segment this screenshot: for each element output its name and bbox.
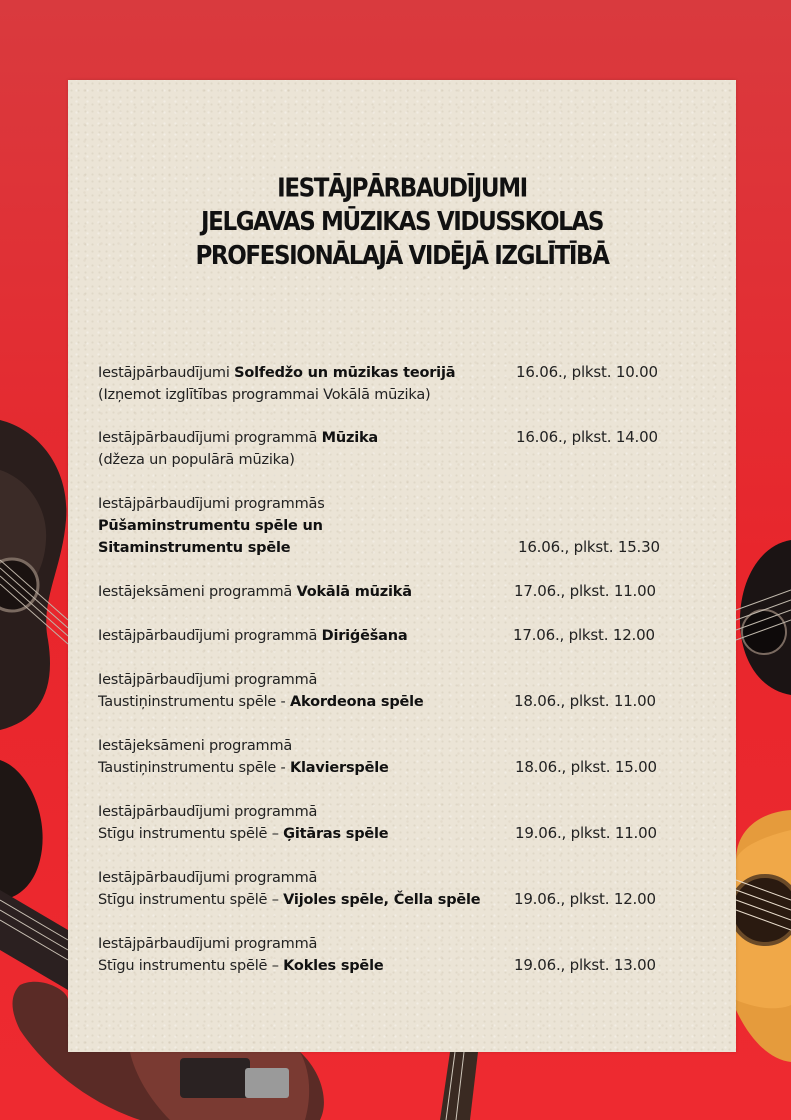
item-program-line-1: Pūšaminstrumentu spēle un (98, 518, 323, 534)
item-program: Ģitāras spēle (283, 826, 389, 842)
item-date: 16.06., plkst. 14.00 (516, 428, 658, 446)
item-date: 16.06., plkst. 15.30 (518, 538, 660, 556)
item-program: Klavierspēle (290, 760, 389, 776)
item-subprogram: Taustiņinstrumentu spēle - (98, 760, 290, 776)
item-program: Akordeona spēle (290, 694, 424, 710)
item-prefix: Iestājpārbaudījumi programmā (98, 936, 318, 952)
item-prefix: Iestājpārbaudījumi programmā (98, 628, 322, 644)
item-prefix: Iestājeksāmeni programmā (98, 738, 293, 754)
item-subprogram: Taustiņinstrumentu spēle - (98, 694, 290, 710)
item-prefix: Iestājpārbaudījumi programmā (98, 430, 322, 446)
item-prefix: Iestājpārbaudījumi programmā (98, 672, 318, 688)
item-program: Vijoles spēle, Čella spēle (283, 892, 481, 908)
item-program: Kokles spēle (283, 958, 384, 974)
item-subprogram: Stīgu instrumentu spēlē – (98, 826, 284, 842)
item-prefix: Iestājeksāmeni programmā (98, 584, 297, 600)
item-subprogram: Stīgu instrumentu spēlē – (98, 958, 284, 974)
page-title (68, 172, 736, 273)
item-prefix: Iestājpārbaudījumi programmā (98, 870, 318, 886)
item-prefix: Iestājpārbaudījumi programmās (98, 496, 325, 512)
item-date: 19.06., plkst. 12.00 (514, 890, 656, 908)
item-date: 17.06., plkst. 12.00 (513, 626, 655, 644)
item-program: Diriģēšana (321, 628, 408, 644)
item-date: 19.06., plkst. 13.00 (514, 956, 656, 974)
item-note: (džeza un populārā mūzika) (98, 452, 295, 468)
item-note: (Izņemot izglītības programmai Vokālā mūzika) (98, 387, 431, 403)
title-line-3: PROFESIONĀLAJĀ VIDĒJĀ IZGLĪTĪBĀ (195, 241, 609, 271)
item-date: 18.06., plkst. 11.00 (514, 692, 656, 710)
item-prefix: Iestājpārbaudījumi (98, 365, 235, 381)
item-program: Vokālā mūzikā (296, 584, 412, 600)
item-subprogram: Stīgu instrumentu spēlē – (98, 892, 284, 908)
item-date: 16.06., plkst. 10.00 (516, 363, 658, 381)
title-line-1: IESTĀJPĀRBAUDĪJUMI (277, 174, 527, 204)
item-date: 19.06., plkst. 11.00 (515, 824, 657, 842)
title-line-2: JELGAVAS MŪZIKAS VIDUSSKOLAS (200, 207, 604, 237)
item-date: 17.06., plkst. 11.00 (514, 582, 656, 600)
item-program: Solfedžo un mūzikas teorijā (234, 365, 456, 381)
item-program: Mūzika (321, 430, 378, 446)
item-prefix: Iestājpārbaudījumi programmā (98, 804, 318, 820)
item-date: 18.06., plkst. 15.00 (515, 758, 657, 776)
item-program-line-2: Sitaminstrumentu spēle (98, 540, 291, 556)
